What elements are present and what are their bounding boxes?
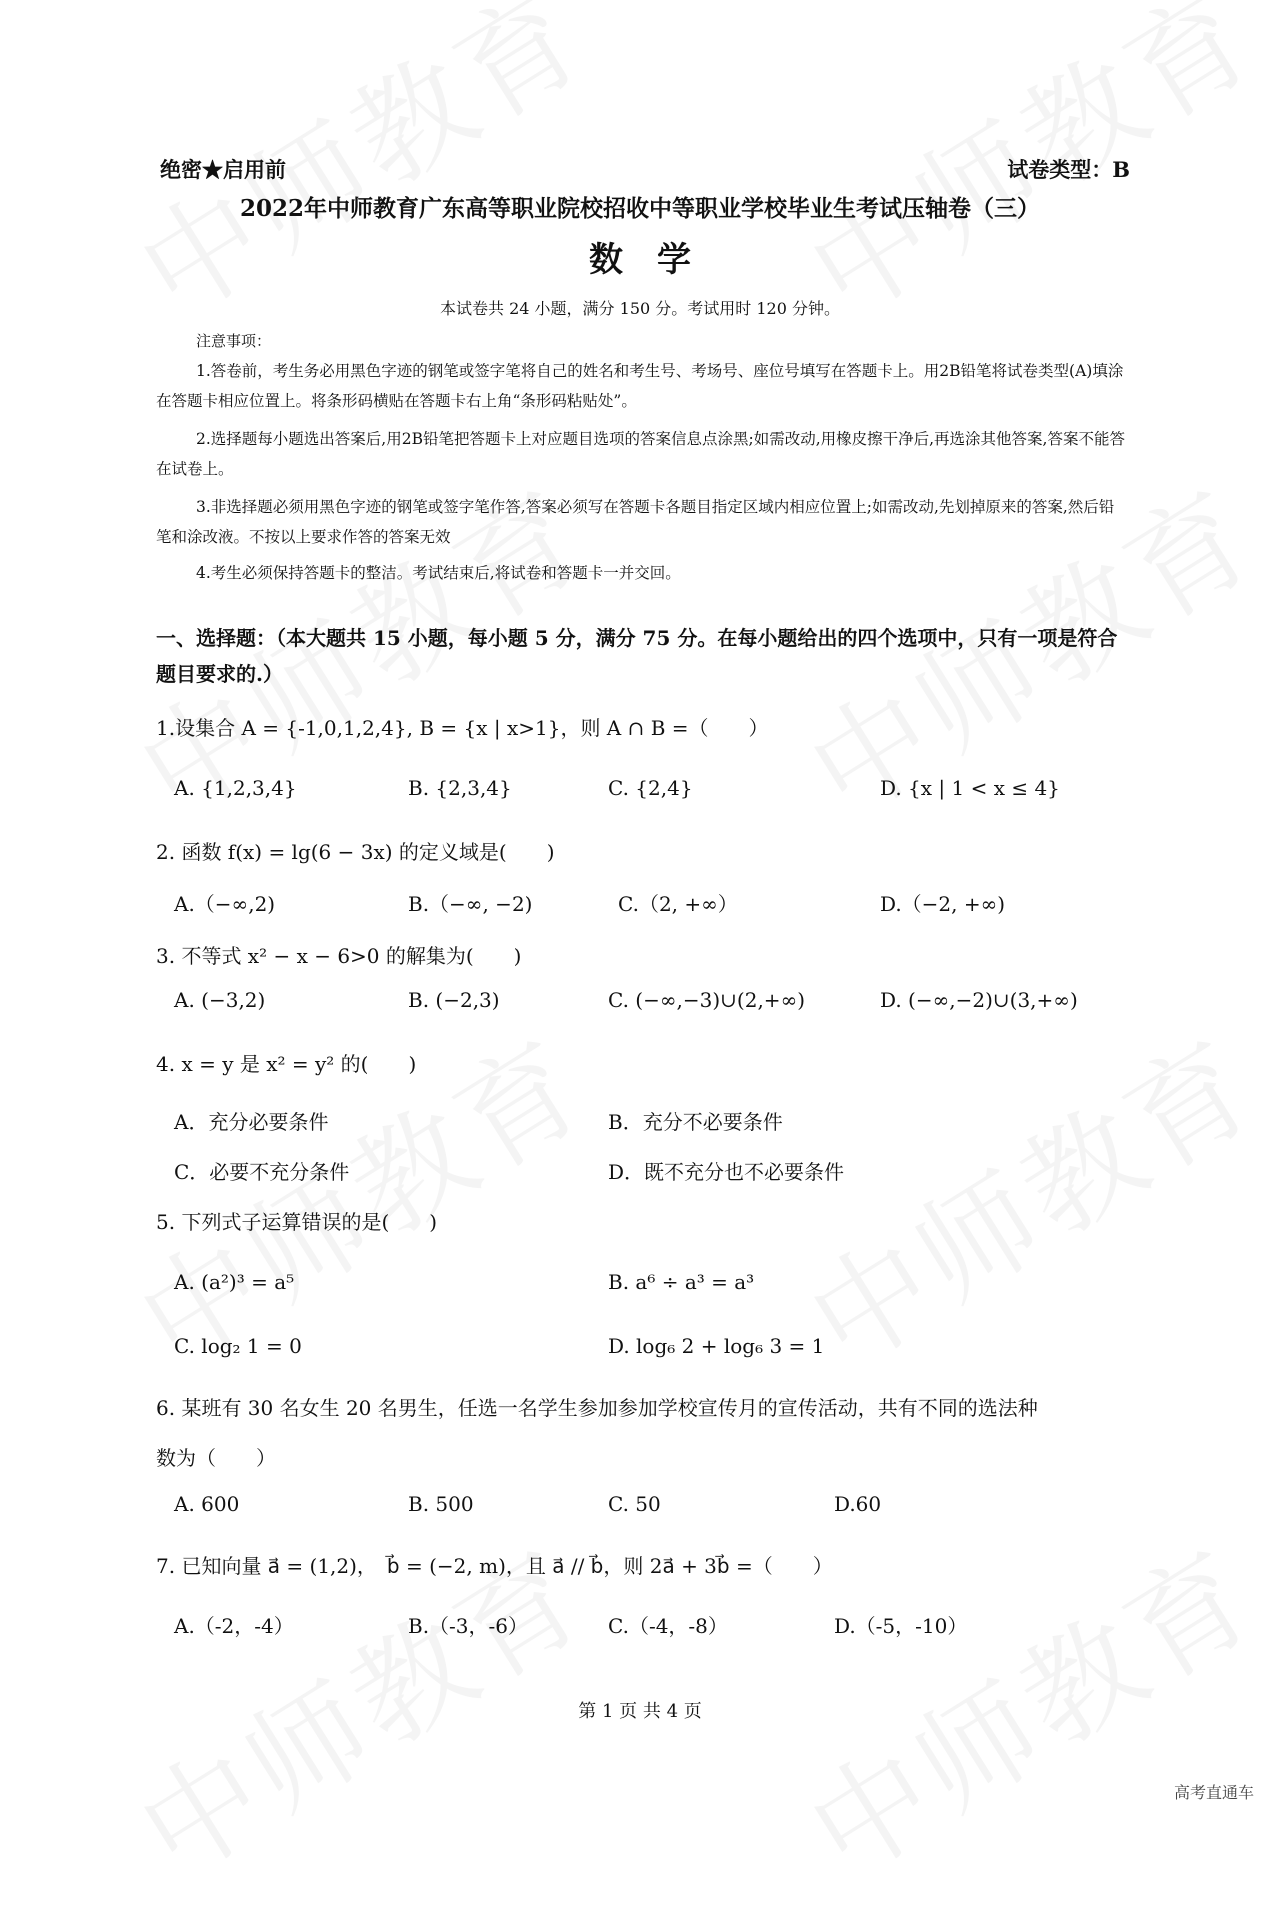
question-stem: 5. 下列式子运算错误的是( ) xyxy=(156,1210,438,1234)
exam-info: 本试卷共 24 小题，满分 150 分。考试用时 120 分钟。 xyxy=(440,299,840,318)
note-item: 4.考生必须保持答题卡的整洁。考试结束后,将试卷和答题卡一并交回。 xyxy=(196,564,681,582)
paper-type-label: 试卷类型：B xyxy=(1007,157,1130,182)
option-b: B.（-3，-6） xyxy=(408,1614,529,1638)
option-d: D. {x | 1 < x ≤ 4} xyxy=(880,776,1060,800)
section-heading: 一、选择题：（本大题共 15 小题，每小题 5 分，满分 75 分。在每小题给出的四个选项中，只有一项是符合题目要求的.） xyxy=(156,626,1118,686)
note-item: 2.选择题每小题选出答案后,用2B铅笔把答题卡上对应题目选项的答案信息点涂黑;如需改动,用橡皮擦干净后,再选涂其他答案,答案不能答在试卷上。 xyxy=(156,430,1125,478)
subject-title: 数学 xyxy=(589,240,725,280)
option-d: D.（−2, +∞) xyxy=(880,892,1006,916)
confidential-label: 绝密★启用前 xyxy=(160,157,286,182)
option-d: D.60 xyxy=(834,1492,882,1516)
question-stem: 1.设集合 A = {-1,0,1,2,4}, B = {x | x>1}，则 A ∩ B =（ ） xyxy=(156,716,769,740)
option-c: C. (−∞,−3)∪(2,+∞) xyxy=(608,988,806,1012)
page-number: 第 1 页 共 4 页 xyxy=(578,1701,702,1722)
option-d: D．既不充分也不必要条件 xyxy=(608,1160,845,1184)
option-a: A.（−∞,2) xyxy=(174,892,276,916)
option-a: A. (a²)³ = a⁵ xyxy=(174,1270,295,1294)
option-b: B. a⁶ ÷ a³ = a³ xyxy=(608,1270,755,1294)
option-a: A. {1,2,3,4} xyxy=(174,776,297,800)
question-stem: 4. x = y 是 x² = y² 的( ) xyxy=(156,1052,417,1076)
option-a: A. 600 xyxy=(174,1492,240,1516)
option-b: B.（−∞, −2) xyxy=(408,892,533,916)
option-a: A．充分必要条件 xyxy=(174,1110,329,1134)
note-item: 3.非选择题必须用黑色字迹的钢笔或签字笔作答,答案必须写在答题卡各题目指定区域内相应位置上;如需改动,先划掉原来的答案,然后铅笔和涂改液。不按以上要求作答的答案无效 xyxy=(156,498,1115,546)
option-b: B．充分不必要条件 xyxy=(608,1110,783,1134)
question-stem: 2. 函数 f(x) = lg(6 − 3x) 的定义域是( ) xyxy=(156,840,555,864)
option-d: D. (−∞,−2)∪(3,+∞) xyxy=(880,988,1078,1012)
option-a: A. (−3,2) xyxy=(174,988,266,1012)
exam-title: 2022年中师教育广东高等职业院校招收中等职业学校毕业生考试压轴卷（三） xyxy=(239,195,1040,222)
option-c: C. log₂ 1 = 0 xyxy=(174,1334,302,1358)
question-stem: 3. 不等式 x² − x − 6>0 的解集为( ) xyxy=(156,944,522,968)
question-stem: 7. 已知向量 a⃗ = (1,2)， b⃗ = (−2, m)，且 a⃗ // b⃗，则 2a⃗ + 3b⃗ =（ ） xyxy=(156,1554,833,1578)
question-stem: 6. 某班有 30 名女生 20 名男生，任选一名学生参加参加学校宣传月的宣传活动，共有不同的选法种 xyxy=(156,1396,1038,1420)
option-c: C.（2, +∞） xyxy=(618,892,738,916)
brand-label: 高考直通车 xyxy=(1173,1783,1254,1802)
option-b: B. (−2,3) xyxy=(408,988,500,1012)
option-a: A.（-2，-4） xyxy=(174,1614,294,1638)
option-b: B. {2,3,4} xyxy=(408,776,512,800)
option-b: B. 500 xyxy=(408,1492,474,1516)
option-d: D. log₆ 2 + log₆ 3 = 1 xyxy=(608,1334,825,1358)
option-c: C．必要不充分条件 xyxy=(174,1160,350,1184)
question-stem-continued: 数为（ ） xyxy=(156,1446,276,1470)
notes-title: 注意事项： xyxy=(196,332,272,350)
note-item: 1.答卷前，考生务必用黑色字迹的钢笔或签字笔将自己的姓名和考生号、考场号、座位号填写在答题卡上。用2B铅笔将试卷类型(A)填涂在答题卡相应位置上。将条形码横贴在答题卡右上角“条形码粘贴处”。 xyxy=(156,362,1124,410)
option-c: C. 50 xyxy=(608,1492,661,1516)
option-d: D.（-5，-10） xyxy=(834,1614,968,1638)
option-c: C. {2,4} xyxy=(608,776,693,800)
option-c: C.（-4，-8） xyxy=(608,1614,728,1638)
